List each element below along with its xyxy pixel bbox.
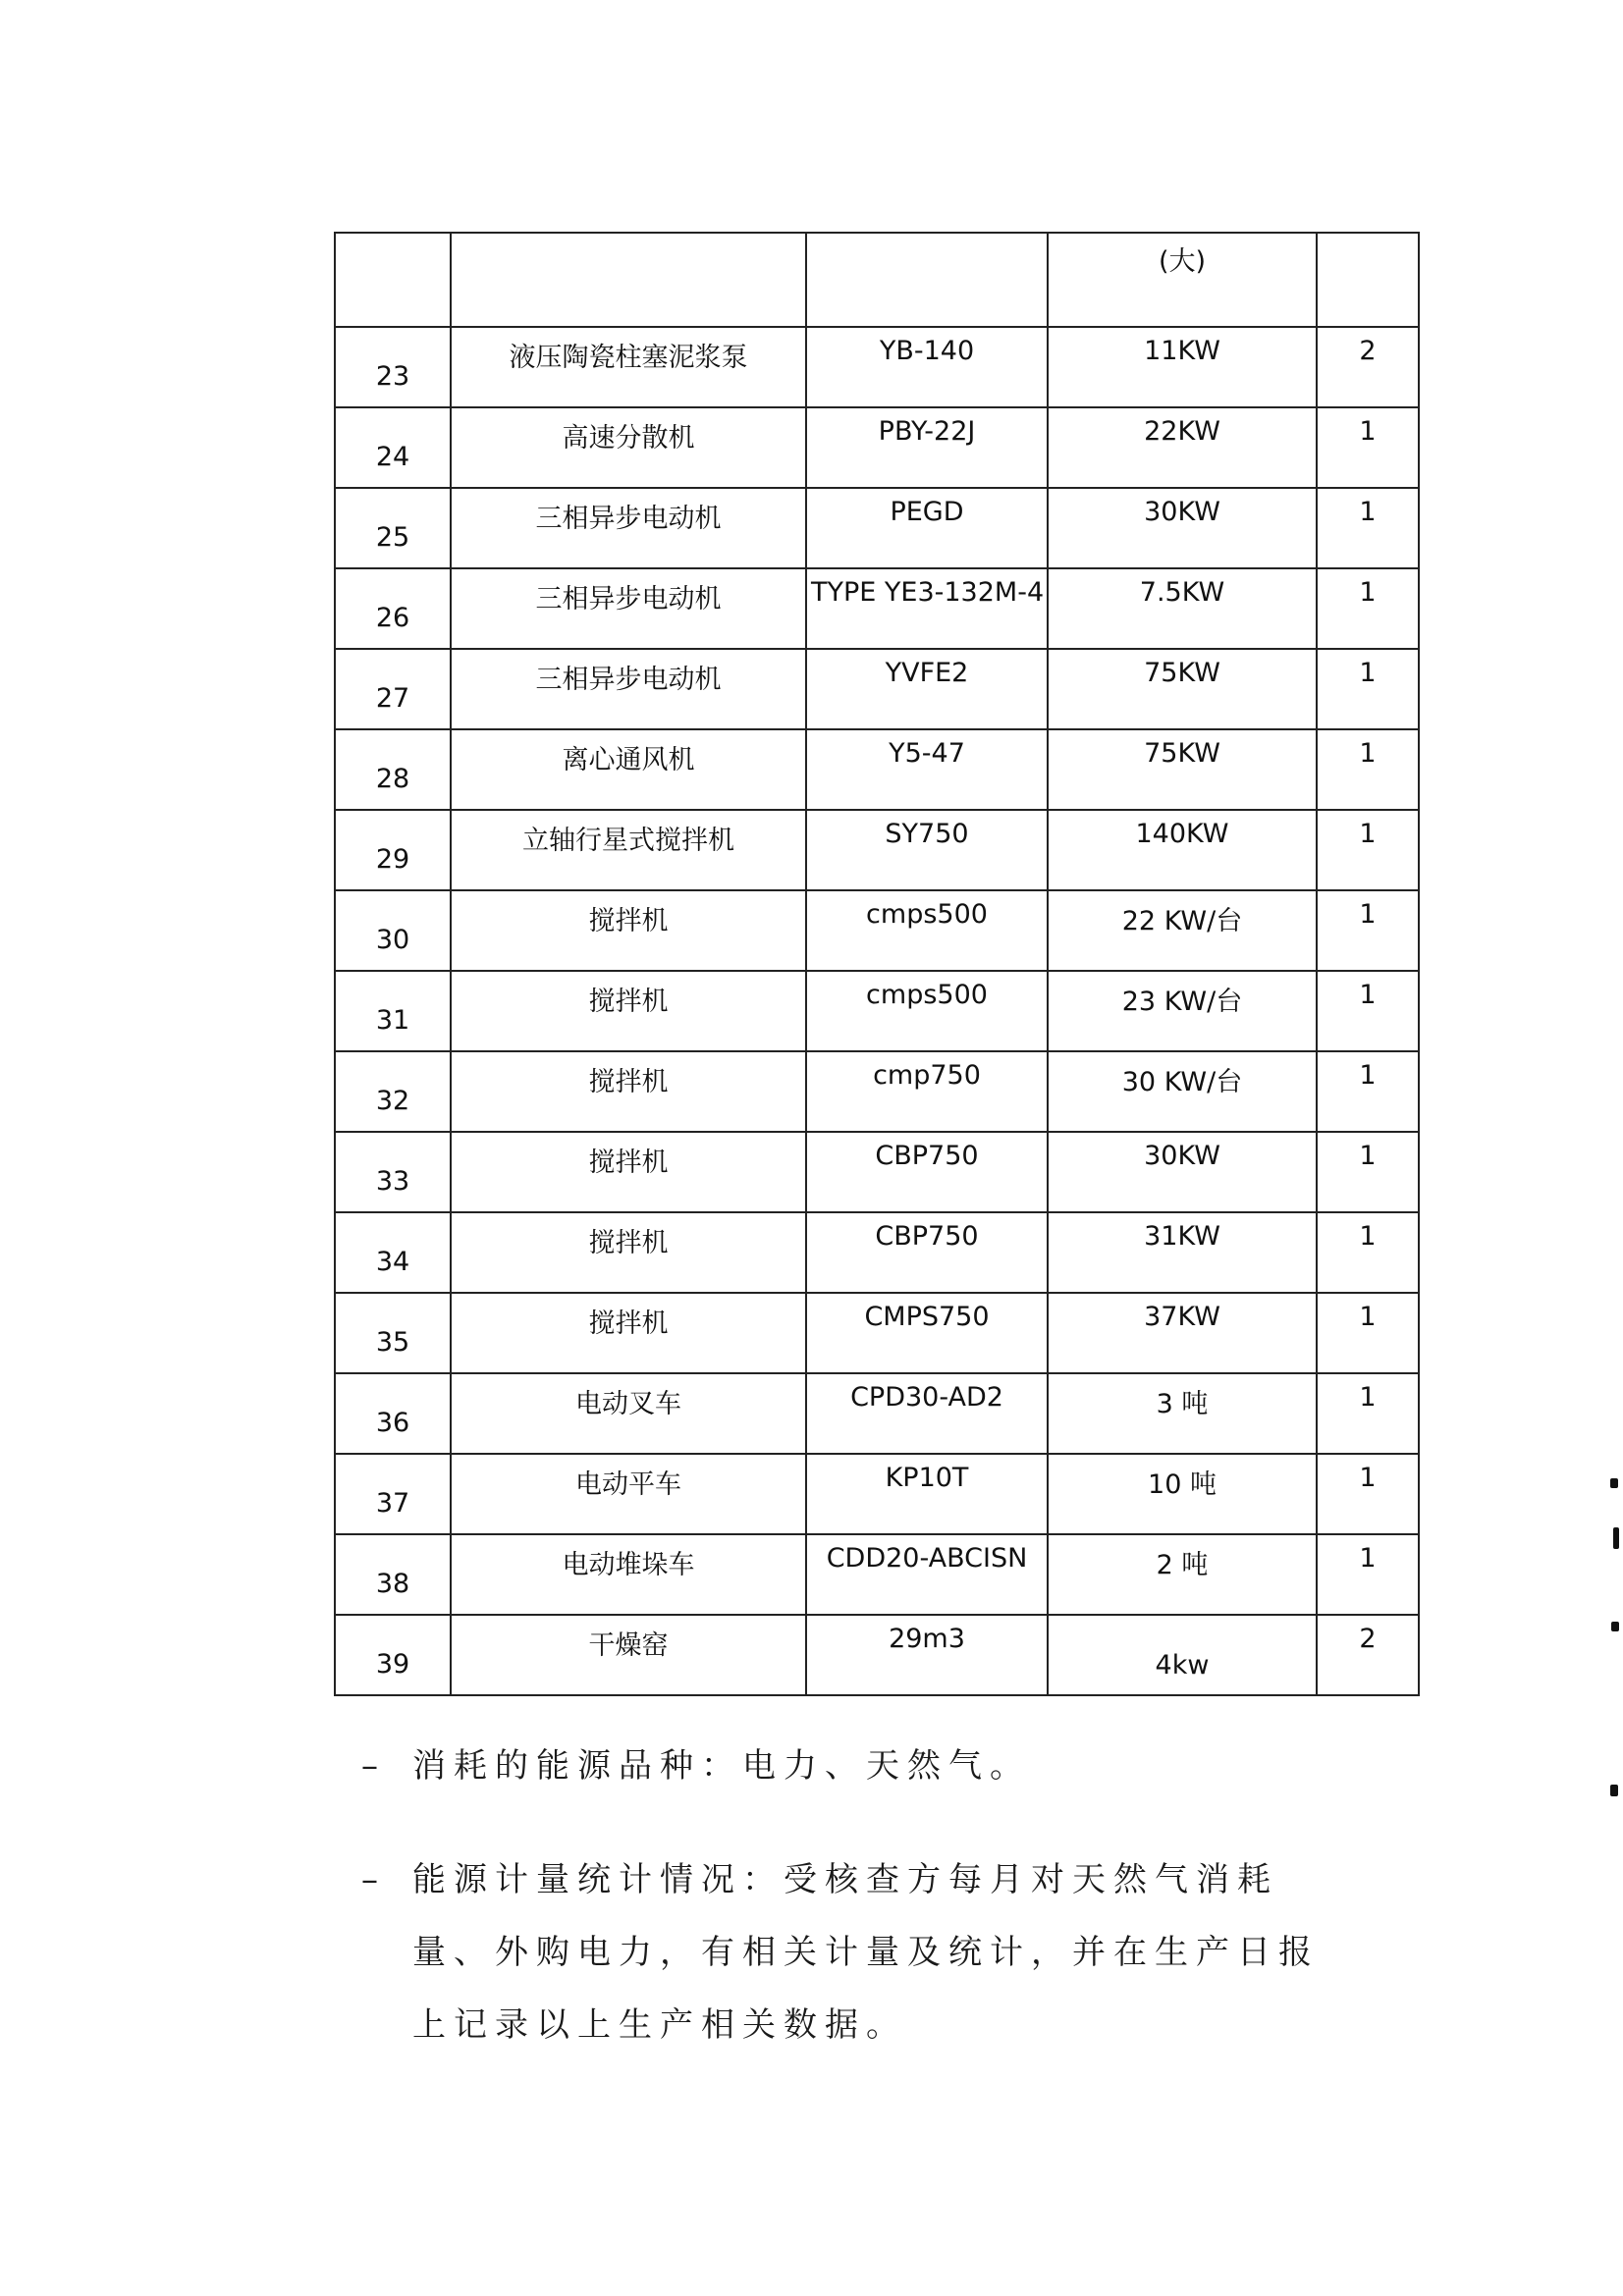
- cell-power: 140KW: [1048, 810, 1317, 890]
- cell-qty: 1: [1317, 488, 1419, 568]
- cell-model: YB-140: [806, 327, 1048, 407]
- cell-power: 23 KW/台: [1048, 971, 1317, 1051]
- table-row: [335, 729, 1419, 810]
- cell-name: 搅拌机: [451, 971, 806, 1051]
- cell-power: 3 吨: [1048, 1373, 1317, 1454]
- cell-name: 搅拌机: [451, 1212, 806, 1293]
- cell-model: CMPS750: [806, 1293, 1048, 1373]
- cell-no: 33: [335, 1132, 451, 1212]
- cell-power: 7.5KW: [1048, 568, 1317, 649]
- cell-no: 31: [335, 971, 451, 1051]
- metering-text: 能源计量统计情况：受核查方每月对天然气消耗量、外购电力，有相关计量及统计，并在生产日报上记录以上生产相关数据。: [412, 1860, 1320, 2045]
- table-row: [335, 327, 1419, 407]
- cell-name: 高速分散机: [451, 407, 806, 488]
- cell-model: cmps500: [806, 971, 1048, 1051]
- cell-power: 75KW: [1048, 729, 1317, 810]
- cell-name: 搅拌机: [451, 1132, 806, 1212]
- table-row: [335, 407, 1419, 488]
- cell-name: 三相异步电动机: [451, 488, 806, 568]
- cell-qty: [1317, 233, 1419, 327]
- cell-power: 11KW: [1048, 327, 1317, 407]
- cell-name: 搅拌机: [451, 1293, 806, 1373]
- cell-model: SY750: [806, 810, 1048, 890]
- cell-qty: 1: [1317, 971, 1419, 1051]
- table-row: [335, 1615, 1419, 1695]
- cell-name: 立轴行星式搅拌机: [451, 810, 806, 890]
- cell-qty: 1: [1317, 729, 1419, 810]
- cell-no: 24: [335, 407, 451, 488]
- cell-power: 22 KW/台: [1048, 890, 1317, 971]
- cell-qty: 1: [1317, 1051, 1419, 1132]
- bullet-dash: –: [361, 1746, 386, 1786]
- cell-model: YVFE2: [806, 649, 1048, 729]
- scan-edge-mark: [1613, 1527, 1619, 1549]
- cell-name: [451, 233, 806, 327]
- cell-name: 电动堆垛车: [451, 1534, 806, 1615]
- cell-power: 37KW: [1048, 1293, 1317, 1373]
- table-row: [335, 810, 1419, 890]
- table-row: [335, 1132, 1419, 1212]
- cell-no: 23: [335, 327, 451, 407]
- cell-name: 离心通风机: [451, 729, 806, 810]
- cell-no: 37: [335, 1454, 451, 1534]
- cell-power: 30KW: [1048, 488, 1317, 568]
- cell-model: CPD30-AD2: [806, 1373, 1048, 1454]
- cell-qty: 1: [1317, 1534, 1419, 1615]
- cell-qty: 1: [1317, 568, 1419, 649]
- table-row: [335, 1454, 1419, 1534]
- cell-qty: 1: [1317, 1212, 1419, 1293]
- cell-name: 液压陶瓷柱塞泥浆泵: [451, 327, 806, 407]
- cell-model: TYPE YE3-132M-4: [806, 568, 1048, 649]
- scan-edge-mark: [1611, 1622, 1619, 1631]
- cell-name: 三相异步电动机: [451, 568, 806, 649]
- table-row: [335, 488, 1419, 568]
- cell-power: 2 吨: [1048, 1534, 1317, 1615]
- equipment-table-body: [335, 233, 1419, 1695]
- table-row-continued: [335, 233, 1419, 327]
- cell-no: 32: [335, 1051, 451, 1132]
- cell-qty: 1: [1317, 890, 1419, 971]
- table-row: [335, 1212, 1419, 1293]
- table-row: [335, 1293, 1419, 1373]
- bullet-energy-types: [361, 1730, 1355, 1802]
- table-row: [335, 1534, 1419, 1615]
- table-row: [335, 890, 1419, 971]
- cell-qty: 1: [1317, 1373, 1419, 1454]
- cell-power: 4kw: [1048, 1615, 1317, 1695]
- cell-model: PEGD: [806, 488, 1048, 568]
- cell-model: cmp750: [806, 1051, 1048, 1132]
- bullet-dash: –: [361, 1860, 386, 1899]
- cell-no: 39: [335, 1615, 451, 1695]
- cell-power: 30KW: [1048, 1132, 1317, 1212]
- cell-no: 26: [335, 568, 451, 649]
- cell-qty: 1: [1317, 407, 1419, 488]
- cell-power: 22KW: [1048, 407, 1317, 488]
- cell-model: 29m3: [806, 1615, 1048, 1695]
- cell-no: 29: [335, 810, 451, 890]
- cell-model: PBY-22J: [806, 407, 1048, 488]
- cell-name: 电动叉车: [451, 1373, 806, 1454]
- cell-power: 75KW: [1048, 649, 1317, 729]
- table-row: [335, 649, 1419, 729]
- table-row: [335, 971, 1419, 1051]
- cell-name: 搅拌机: [451, 890, 806, 971]
- cell-power: 30 KW/台: [1048, 1051, 1317, 1132]
- scan-edge-mark: [1610, 1785, 1618, 1796]
- cell-no: [335, 233, 451, 327]
- cell-power: (大): [1048, 233, 1317, 327]
- cell-no: 34: [335, 1212, 451, 1293]
- cell-qty: 2: [1317, 1615, 1419, 1695]
- equipment-table: [334, 232, 1420, 1696]
- cell-name: 搅拌机: [451, 1051, 806, 1132]
- scan-edge-mark: [1610, 1478, 1618, 1488]
- cell-no: 28: [335, 729, 451, 810]
- cell-power: 31KW: [1048, 1212, 1317, 1293]
- cell-no: 27: [335, 649, 451, 729]
- cell-model: [806, 233, 1048, 327]
- cell-model: CDD20-ABCISN: [806, 1534, 1048, 1615]
- cell-no: 36: [335, 1373, 451, 1454]
- cell-no: 30: [335, 890, 451, 971]
- cell-no: 25: [335, 488, 451, 568]
- cell-name: 干燥窑: [451, 1615, 806, 1695]
- cell-no: 35: [335, 1293, 451, 1373]
- table-row: [335, 1051, 1419, 1132]
- cell-model: Y5-47: [806, 729, 1048, 810]
- cell-model: CBP750: [806, 1212, 1048, 1293]
- cell-qty: 1: [1317, 1454, 1419, 1534]
- cell-model: cmps500: [806, 890, 1048, 971]
- cell-qty: 1: [1317, 1293, 1419, 1373]
- cell-model: KP10T: [806, 1454, 1048, 1534]
- cell-qty: 1: [1317, 1132, 1419, 1212]
- cell-power: 10 吨: [1048, 1454, 1317, 1534]
- cell-qty: 2: [1317, 327, 1419, 407]
- cell-model: CBP750: [806, 1132, 1048, 1212]
- cell-qty: 1: [1317, 649, 1419, 729]
- table-row: [335, 1373, 1419, 1454]
- cell-name: 三相异步电动机: [451, 649, 806, 729]
- energy-types-text: 消耗的能源品种：电力、天然气。: [412, 1746, 1031, 1786]
- cell-no: 38: [335, 1534, 451, 1615]
- table-row: [335, 568, 1419, 649]
- bullet-metering: [361, 1843, 1355, 2061]
- cell-name: 电动平车: [451, 1454, 806, 1534]
- cell-qty: 1: [1317, 810, 1419, 890]
